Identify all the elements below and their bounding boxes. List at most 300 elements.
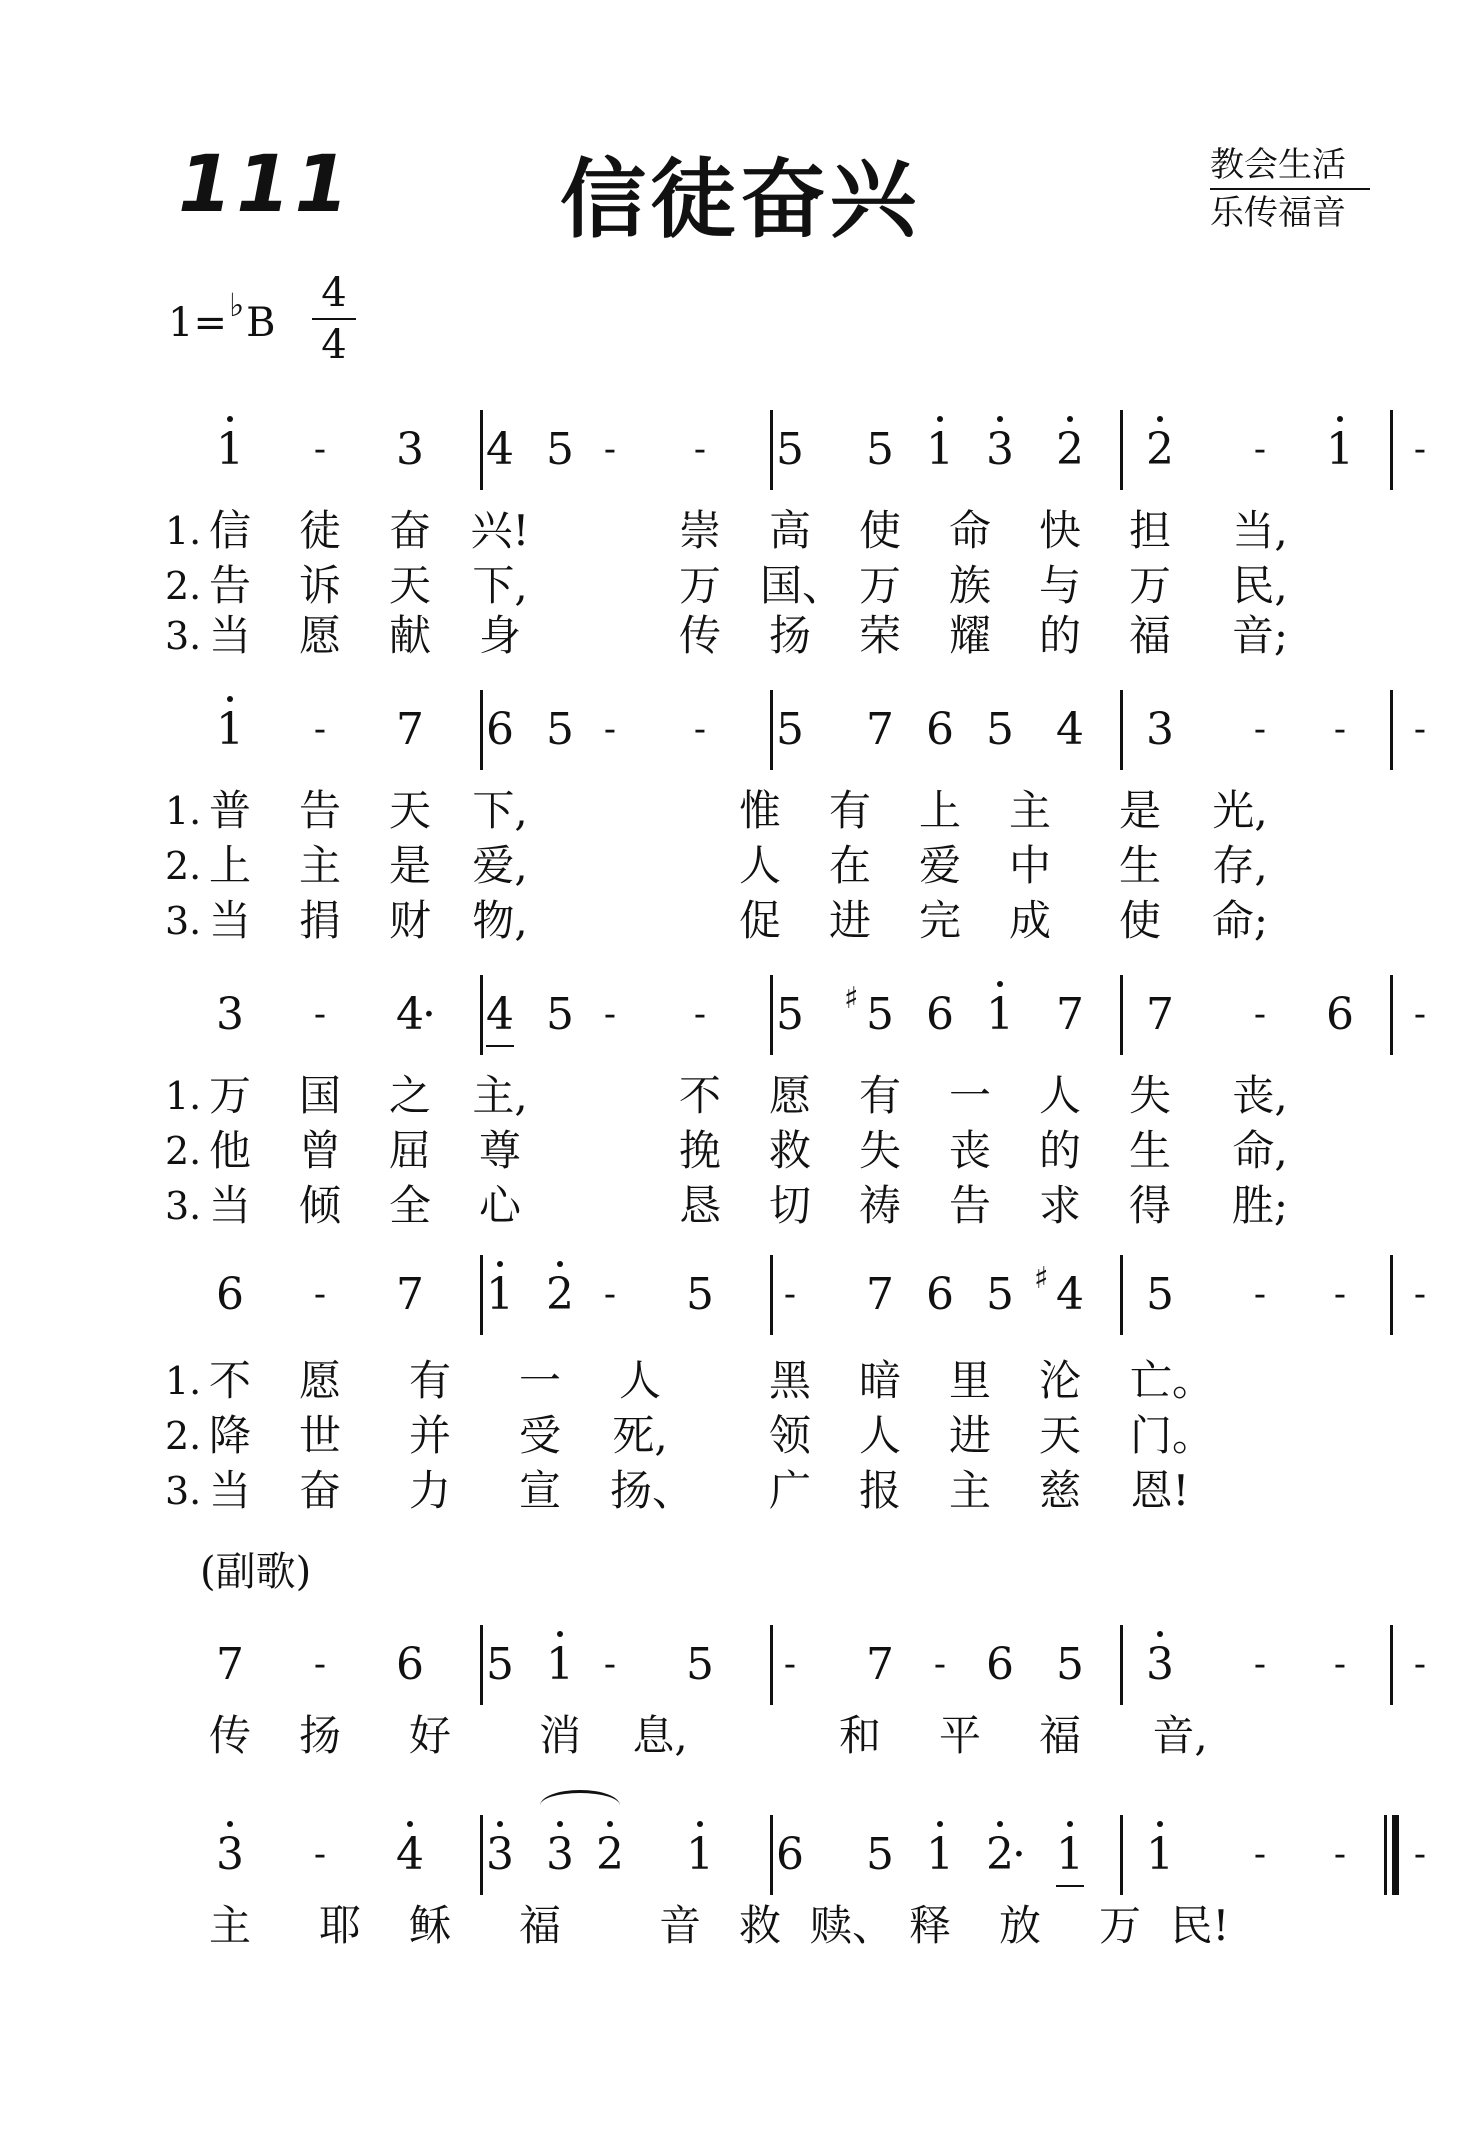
octave-dot bbox=[1157, 1631, 1163, 1637]
note: 2 bbox=[580, 1825, 640, 1885]
note: 5 bbox=[776, 989, 804, 1040]
lyric-syllable: 命; bbox=[1211, 896, 1269, 945]
note-dash: - bbox=[313, 709, 327, 750]
lyric-syllable: 音 bbox=[658, 1901, 701, 1950]
lyric-syllable: 告 bbox=[298, 786, 341, 835]
note: 5 bbox=[866, 424, 894, 475]
note: 5 bbox=[776, 704, 804, 755]
lyric-syllable: 光, bbox=[1212, 786, 1268, 835]
lyric-syllable: 人 bbox=[618, 1356, 661, 1405]
barline bbox=[480, 1255, 483, 1335]
verse-number: 2. bbox=[165, 1414, 202, 1458]
lyric-syllable: 天 bbox=[388, 561, 431, 610]
note: 4 · bbox=[380, 985, 440, 1045]
note: 1 bbox=[1130, 1825, 1190, 1885]
augmentation-dot: · bbox=[422, 989, 436, 1040]
note: 5 bbox=[546, 424, 574, 475]
barline bbox=[480, 975, 483, 1055]
note-dash: - bbox=[933, 1644, 947, 1685]
lyric-syllable: 黑 bbox=[768, 1356, 811, 1405]
note: 7 bbox=[866, 1269, 894, 1320]
lyric-syllable: 万 bbox=[1128, 561, 1171, 610]
lyric-syllable: 愿 bbox=[768, 1071, 811, 1120]
lyric-syllable: 爱, bbox=[472, 841, 528, 890]
barline bbox=[480, 1815, 483, 1895]
lyric-syllable: 主, bbox=[472, 1071, 528, 1120]
note: 5 bbox=[986, 704, 1014, 755]
note-dash: - bbox=[603, 709, 617, 750]
lyric-syllable: 在 bbox=[828, 841, 871, 890]
note: 5 ♯ bbox=[850, 985, 910, 1045]
lyric-syllable: 徒 bbox=[298, 506, 341, 555]
lyric-syllable: 领 bbox=[768, 1411, 811, 1460]
note-dash: - bbox=[1333, 1644, 1347, 1685]
note: 3 bbox=[396, 424, 424, 475]
lyric-syllable: 兴! bbox=[470, 506, 530, 555]
lyric-syllable: 息, bbox=[632, 1711, 688, 1760]
key-note: B bbox=[246, 300, 276, 346]
note-dash: - bbox=[313, 429, 327, 470]
lyric-syllable: 捐 bbox=[298, 896, 341, 945]
lyric-syllable: 和 bbox=[838, 1711, 881, 1760]
note: 1 bbox=[670, 1825, 730, 1885]
barline bbox=[480, 690, 483, 770]
lyric-syllable: 普 bbox=[208, 786, 251, 835]
octave-dot bbox=[557, 1821, 563, 1827]
lyric-syllable: 之 bbox=[388, 1071, 431, 1120]
note-dash: - bbox=[1413, 1644, 1427, 1685]
lyric-syllable: 丧 bbox=[948, 1126, 991, 1175]
lyric-syllable: 心 bbox=[478, 1181, 521, 1230]
lyric-syllable: 信 bbox=[208, 506, 251, 555]
lyric-syllable: 上 bbox=[918, 786, 961, 835]
lyric-syllable: 求 bbox=[1038, 1181, 1081, 1230]
lyric-syllable: 慈 bbox=[1038, 1466, 1081, 1515]
octave-dot bbox=[937, 416, 943, 422]
eighth-underline bbox=[1056, 1885, 1084, 1887]
note: 4 bbox=[486, 424, 514, 475]
lyric-syllable: 赎、 bbox=[810, 1901, 895, 1950]
lyric-syllable: 受 bbox=[518, 1411, 561, 1460]
lyric-syllable: 上 bbox=[208, 841, 251, 890]
lyric-syllable: 亡。 bbox=[1130, 1356, 1215, 1405]
lyric-syllable: 万 bbox=[208, 1071, 251, 1120]
lyric-syllable: 快 bbox=[1038, 506, 1081, 555]
category-line-2: 乐传福音 bbox=[1210, 193, 1346, 233]
lyric-syllable: 万 bbox=[678, 561, 721, 610]
lyric-syllable: 成 bbox=[1008, 896, 1051, 945]
lyric-syllable: 一 bbox=[518, 1356, 561, 1405]
barline bbox=[1120, 1255, 1123, 1335]
note: 6 bbox=[986, 1639, 1014, 1690]
lyric-syllable: 报 bbox=[858, 1466, 901, 1515]
note: 6 bbox=[216, 1269, 244, 1320]
note: 5 bbox=[1146, 1269, 1174, 1320]
verse-number: 3. bbox=[165, 1469, 202, 1513]
lyric-syllable: 当 bbox=[208, 896, 251, 945]
verse-number: 2. bbox=[165, 844, 202, 888]
note-dash: - bbox=[1333, 709, 1347, 750]
octave-dot bbox=[1157, 416, 1163, 422]
note: 7 bbox=[396, 704, 424, 755]
final-barline-thick bbox=[1392, 1815, 1399, 1895]
lyric-syllable: 身 bbox=[478, 611, 521, 660]
lyric-syllable: 促 bbox=[738, 896, 781, 945]
lyric-syllable: 福 bbox=[518, 1901, 561, 1950]
lyric-syllable: 下, bbox=[472, 786, 528, 835]
note: 6 bbox=[486, 704, 514, 755]
octave-dot bbox=[607, 1821, 613, 1827]
verse-number: 1. bbox=[165, 789, 202, 833]
lyric-syllable: 当 bbox=[208, 1466, 251, 1515]
octave-dot bbox=[1067, 416, 1073, 422]
note: 3 bbox=[216, 989, 244, 1040]
note: 1 bbox=[1310, 420, 1370, 480]
lyric-syllable: 主 bbox=[298, 841, 341, 890]
barline bbox=[1120, 1625, 1123, 1705]
lyric-syllable: 是 bbox=[1118, 786, 1161, 835]
lyric-syllable: 人 bbox=[738, 841, 781, 890]
lyric-syllable: 生 bbox=[1118, 841, 1161, 890]
note: 5 bbox=[866, 1829, 894, 1880]
lyric-syllable: 稣 bbox=[408, 1901, 451, 1950]
note: 2 bbox=[530, 1265, 590, 1325]
lyric-syllable: 沦 bbox=[1038, 1356, 1081, 1405]
lyric-syllable: 的 bbox=[1038, 611, 1081, 660]
barline bbox=[480, 410, 483, 490]
lyric-syllable: 广 bbox=[768, 1466, 811, 1515]
octave-dot bbox=[227, 416, 233, 422]
note: 7 bbox=[216, 1639, 244, 1690]
barline bbox=[770, 1625, 773, 1705]
note: 1 bbox=[470, 1265, 530, 1325]
verse-number: 2. bbox=[165, 1129, 202, 1173]
note-dash: - bbox=[1253, 994, 1267, 1035]
lyric-syllable: 国 bbox=[298, 1071, 341, 1120]
lyric-syllable: 命 bbox=[948, 506, 991, 555]
lyric-syllable: 扬 bbox=[768, 611, 811, 660]
note: 1 bbox=[1040, 1825, 1100, 1885]
barline bbox=[1390, 1255, 1393, 1335]
lyric-syllable: 不 bbox=[208, 1356, 251, 1405]
lyric-syllable: 降 bbox=[208, 1411, 251, 1460]
lyric-syllable: 中 bbox=[1008, 841, 1051, 890]
lyric-syllable: 死, bbox=[612, 1411, 668, 1460]
lyric-syllable: 愿 bbox=[298, 1356, 341, 1405]
key-flat: ♭ bbox=[228, 286, 245, 324]
category-line-1: 教会生活 bbox=[1210, 142, 1370, 190]
barline bbox=[1120, 975, 1123, 1055]
lyric-syllable: 并 bbox=[408, 1411, 451, 1460]
eighth-underline bbox=[486, 1045, 514, 1047]
lyric-syllable: 惟 bbox=[738, 786, 781, 835]
lyric-syllable: 传 bbox=[208, 1711, 251, 1760]
note-dash: - bbox=[1333, 1834, 1347, 1875]
octave-dot bbox=[697, 1821, 703, 1827]
note: 3 bbox=[200, 1825, 260, 1885]
lyric-syllable: 音, bbox=[1152, 1711, 1208, 1760]
lyric-syllable: 音; bbox=[1231, 611, 1289, 660]
lyric-syllable: 主 bbox=[1008, 786, 1051, 835]
lyric-syllable: 爱 bbox=[918, 841, 961, 890]
octave-dot bbox=[497, 1261, 503, 1267]
lyric-syllable: 有 bbox=[858, 1071, 901, 1120]
note: 4 bbox=[380, 1825, 440, 1885]
verse-number: 1. bbox=[165, 509, 202, 553]
lyric-syllable: 是 bbox=[388, 841, 431, 890]
lyric-syllable: 人 bbox=[858, 1411, 901, 1460]
lyric-syllable: 倾 bbox=[298, 1181, 341, 1230]
note: 3 bbox=[1130, 1635, 1190, 1695]
lyric-syllable: 万 bbox=[858, 561, 901, 610]
note: 2 · bbox=[970, 1825, 1030, 1885]
lyric-syllable: 下, bbox=[472, 561, 528, 610]
refrain-label: (副歌) bbox=[200, 1549, 312, 1595]
note: 1 bbox=[200, 700, 260, 760]
lyric-syllable: 恳 bbox=[678, 1181, 721, 1230]
note: 5 bbox=[686, 1269, 714, 1320]
note: 6 bbox=[926, 1269, 954, 1320]
barline bbox=[1390, 1625, 1393, 1705]
lyric-syllable: 屈 bbox=[388, 1126, 431, 1175]
note: 1 bbox=[910, 420, 970, 480]
hymn-category bbox=[1210, 142, 1370, 236]
note-dash: - bbox=[1413, 1274, 1427, 1315]
note-dash: - bbox=[1253, 1834, 1267, 1875]
lyric-syllable: 他 bbox=[208, 1126, 251, 1175]
barline bbox=[770, 690, 773, 770]
lyric-syllable: 曾 bbox=[298, 1126, 341, 1175]
hymn-title: 信徒奋兴 bbox=[560, 150, 920, 250]
barline bbox=[1120, 690, 1123, 770]
lyric-syllable: 天 bbox=[388, 786, 431, 835]
lyric-syllable: 进 bbox=[948, 1411, 991, 1460]
lyric-syllable: 告 bbox=[208, 561, 251, 610]
lyric-syllable: 民! bbox=[1170, 1901, 1230, 1950]
note: 6 bbox=[1326, 989, 1354, 1040]
note-dash: - bbox=[1413, 429, 1427, 470]
lyric-syllable: 胜; bbox=[1231, 1181, 1289, 1230]
lyric-syllable: 传 bbox=[678, 611, 721, 660]
lyric-syllable: 献 bbox=[388, 611, 431, 660]
lyric-syllable: 主 bbox=[948, 1466, 991, 1515]
lyric-syllable: 门。 bbox=[1130, 1411, 1215, 1460]
note: 7 bbox=[1146, 989, 1174, 1040]
verse-number: 3. bbox=[165, 614, 202, 658]
octave-dot bbox=[557, 1261, 563, 1267]
lyric-syllable: 丧, bbox=[1232, 1071, 1288, 1120]
octave-dot bbox=[1337, 416, 1343, 422]
lyric-syllable: 崇 bbox=[678, 506, 721, 555]
verse-number: 1. bbox=[165, 1359, 202, 1403]
time-signature bbox=[312, 268, 356, 370]
lyric-syllable: 耶 bbox=[318, 1901, 361, 1950]
lyric-syllable: 与 bbox=[1038, 561, 1081, 610]
notes-row bbox=[0, 1625, 1480, 1705]
lyric-syllable: 族 bbox=[948, 561, 991, 610]
note: 3 bbox=[970, 420, 1030, 480]
note-dash: - bbox=[313, 1834, 327, 1875]
octave-dot bbox=[227, 1821, 233, 1827]
note-dash: - bbox=[1413, 709, 1427, 750]
note: 4 bbox=[1056, 704, 1084, 755]
barline bbox=[770, 975, 773, 1055]
barline bbox=[770, 1255, 773, 1335]
lyric-syllable: 当 bbox=[208, 1181, 251, 1230]
note-dash: - bbox=[783, 1644, 797, 1685]
octave-dot bbox=[997, 1821, 1003, 1827]
note-dash: - bbox=[693, 709, 707, 750]
lyric-syllable: 民, bbox=[1232, 561, 1288, 610]
note-dash: - bbox=[693, 994, 707, 1035]
lyric-syllable: 救 bbox=[768, 1126, 811, 1175]
octave-dot bbox=[997, 416, 1003, 422]
lyric-syllable: 有 bbox=[408, 1356, 451, 1405]
note: 1 bbox=[530, 1635, 590, 1695]
note-dash: - bbox=[1253, 429, 1267, 470]
lyric-syllable: 切 bbox=[768, 1181, 811, 1230]
note: 6 bbox=[396, 1639, 424, 1690]
lyric-syllable: 使 bbox=[858, 506, 901, 555]
note-dash: - bbox=[313, 1274, 327, 1315]
lyric-syllable: 当, bbox=[1232, 506, 1288, 555]
lyric-syllable: 放 bbox=[998, 1901, 1041, 1950]
lyric-syllable: 平 bbox=[938, 1711, 981, 1760]
lyric-syllable: 奋 bbox=[298, 1466, 341, 1515]
lyric-syllable: 人 bbox=[1038, 1071, 1081, 1120]
note-dash: - bbox=[313, 994, 327, 1035]
hymn-number: 111 bbox=[178, 140, 353, 230]
lyric-syllable: 奋 bbox=[388, 506, 431, 555]
verse-number: 2. bbox=[165, 564, 202, 608]
time-sig-bottom: 4 bbox=[321, 322, 347, 368]
octave-dot bbox=[557, 1631, 563, 1637]
key-signature bbox=[168, 286, 276, 346]
lyric-syllable: 完 bbox=[918, 896, 961, 945]
lyric-syllable: 暗 bbox=[858, 1356, 901, 1405]
lyric-syllable: 救 bbox=[738, 1901, 781, 1950]
lyric-syllable: 命, bbox=[1232, 1126, 1288, 1175]
barline bbox=[1390, 975, 1393, 1055]
lyric-syllable: 扬 bbox=[298, 1711, 341, 1760]
lyric-syllable: 荣 bbox=[858, 611, 901, 660]
note-dash: - bbox=[1253, 1644, 1267, 1685]
note: 5 bbox=[776, 424, 804, 475]
octave-dot bbox=[497, 1821, 503, 1827]
barline bbox=[1120, 1815, 1123, 1895]
lyric-syllable: 愿 bbox=[298, 611, 341, 660]
sharp-sign: ♯ bbox=[844, 981, 859, 1016]
lyric-syllable: 进 bbox=[828, 896, 871, 945]
lyric-syllable: 扬、 bbox=[610, 1466, 695, 1515]
barline bbox=[770, 410, 773, 490]
note: 6 bbox=[776, 1829, 804, 1880]
octave-dot bbox=[997, 981, 1003, 987]
notes-row bbox=[0, 1255, 1480, 1335]
sharp-sign: ♯ bbox=[1034, 1261, 1049, 1296]
lyric-syllable: 耀 bbox=[948, 611, 991, 660]
lyric-syllable: 好 bbox=[408, 1711, 451, 1760]
note: 5 bbox=[986, 1269, 1014, 1320]
note: 3 bbox=[530, 1825, 590, 1885]
lyric-syllable: 释 bbox=[908, 1901, 951, 1950]
note: 7 bbox=[866, 1639, 894, 1690]
lyric-syllable: 宣 bbox=[518, 1466, 561, 1515]
barline bbox=[770, 1815, 773, 1895]
verse-number: 1. bbox=[165, 1074, 202, 1118]
lyric-syllable: 物, bbox=[472, 896, 528, 945]
note-dash: - bbox=[693, 429, 707, 470]
octave-dot bbox=[227, 696, 233, 702]
lyric-syllable: 里 bbox=[948, 1356, 991, 1405]
notes-row bbox=[0, 975, 1480, 1055]
note: 5 bbox=[1056, 1639, 1084, 1690]
note-dash: - bbox=[1333, 1274, 1347, 1315]
note: 7 bbox=[1056, 989, 1084, 1040]
lyric-syllable: 财 bbox=[388, 896, 431, 945]
lyric-syllable: 祷 bbox=[858, 1181, 901, 1230]
barline bbox=[480, 1625, 483, 1705]
note: 7 bbox=[396, 1269, 424, 1320]
note: 5 bbox=[686, 1639, 714, 1690]
octave-dot bbox=[407, 1821, 413, 1827]
lyric-syllable: 当 bbox=[208, 611, 251, 660]
lyric-syllable: 世 bbox=[298, 1411, 341, 1460]
lyric-syllable: 得 bbox=[1128, 1181, 1171, 1230]
note: 4 ♯ bbox=[1040, 1265, 1100, 1325]
lyric-syllable: 担 bbox=[1128, 506, 1171, 555]
note-dash: - bbox=[1413, 994, 1427, 1035]
barline bbox=[1120, 410, 1123, 490]
lyric-syllable: 力 bbox=[408, 1466, 451, 1515]
final-barline bbox=[1384, 1815, 1387, 1895]
note: 4 bbox=[470, 985, 530, 1045]
note-dash: - bbox=[603, 1274, 617, 1315]
octave-dot bbox=[937, 1821, 943, 1827]
verse-number: 3. bbox=[165, 1184, 202, 1228]
notes-row bbox=[0, 410, 1480, 490]
time-sig-top: 4 bbox=[312, 268, 356, 320]
note-dash: - bbox=[603, 429, 617, 470]
lyric-syllable: 全 bbox=[388, 1181, 431, 1230]
note: 5 bbox=[546, 704, 574, 755]
lyric-syllable: 生 bbox=[1128, 1126, 1171, 1175]
lyric-syllable: 消 bbox=[538, 1711, 581, 1760]
lyric-syllable: 恩! bbox=[1130, 1466, 1190, 1515]
lyric-syllable: 万 bbox=[1098, 1901, 1141, 1950]
note: 3 bbox=[1146, 704, 1174, 755]
lyric-syllable: 福 bbox=[1038, 1711, 1081, 1760]
octave-dot bbox=[1157, 1821, 1163, 1827]
barline bbox=[1390, 690, 1393, 770]
note: 2 bbox=[1130, 420, 1190, 480]
note: 1 bbox=[970, 985, 1030, 1045]
lyric-syllable: 尊 bbox=[478, 1126, 521, 1175]
lyric-syllable: 失 bbox=[1128, 1071, 1171, 1120]
note: 5 bbox=[546, 989, 574, 1040]
lyric-syllable: 告 bbox=[948, 1181, 991, 1230]
lyric-syllable: 的 bbox=[1038, 1126, 1081, 1175]
notes-row bbox=[0, 690, 1480, 770]
barline bbox=[1390, 410, 1393, 490]
note: 2 bbox=[1040, 420, 1100, 480]
lyric-syllable: 天 bbox=[1038, 1411, 1081, 1460]
lyric-syllable: 存, bbox=[1212, 841, 1268, 890]
lyric-syllable: 不 bbox=[678, 1071, 721, 1120]
lyric-syllable: 一 bbox=[948, 1071, 991, 1120]
lyric-syllable: 诉 bbox=[298, 561, 341, 610]
lyric-syllable: 挽 bbox=[678, 1126, 721, 1175]
